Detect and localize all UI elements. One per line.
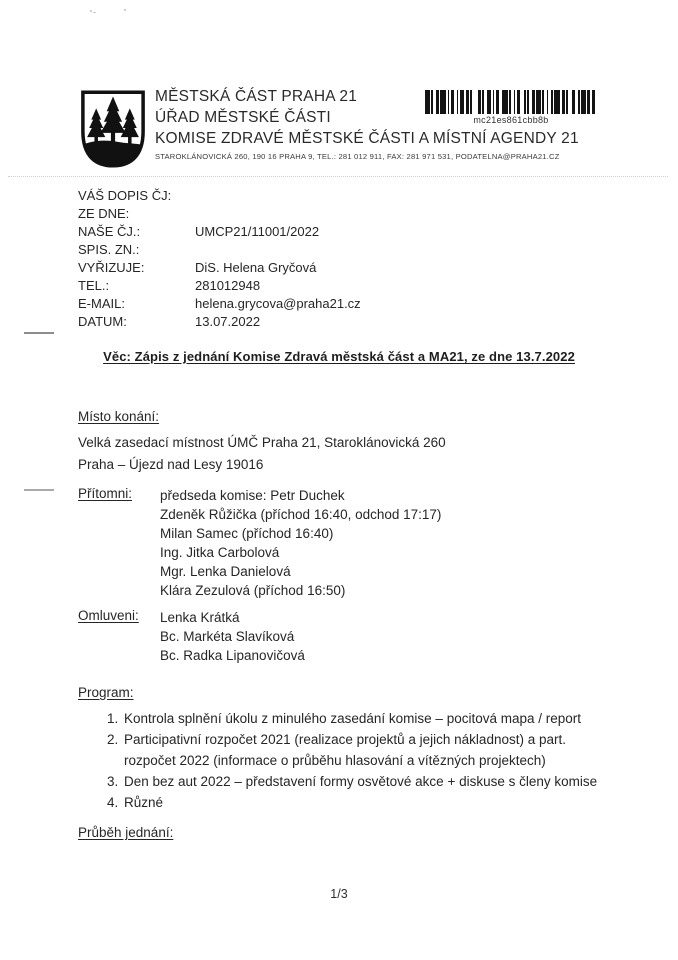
attendee-name: Milan Samec (příchod 16:40) <box>160 526 334 541</box>
program-item: 1. Kontrola splnění úkolu z minulého zasedání komise – pocitová mapa / report <box>122 708 602 729</box>
fold-mark-icon <box>24 332 54 334</box>
scan-noise <box>90 8 130 16</box>
excused-name: Lenka Krátká <box>160 610 240 625</box>
attendees-section <box>78 486 441 600</box>
program-item: 4. Různé <box>122 792 602 813</box>
meta-field-label: VYŘIZUJE: <box>78 260 145 275</box>
meta-field-row <box>78 205 498 223</box>
meta-field-value: 281012948 <box>195 278 261 293</box>
attendees-names <box>160 486 441 600</box>
program-item: 3. Den bez aut 2022 – představení formy osvětové akce + diskuse s členy komise <box>122 771 602 792</box>
excused-name: Bc. Radka Lipanovičová <box>160 648 305 663</box>
venue-line: Velká zasedací místnost ÚMČ Praha 21, Staroklánovická 260 <box>78 435 446 450</box>
meta-field-label: E-MAIL: <box>78 296 125 311</box>
proceedings-heading: Průběh jednání: <box>78 825 174 840</box>
page-number: 1/3 <box>330 887 348 901</box>
meta-field-row <box>78 295 498 313</box>
excused-section <box>78 608 305 665</box>
meta-field-label: VÁŠ DOPIS ČJ: <box>78 188 172 203</box>
meta-fields <box>78 187 498 331</box>
attendee-name: předseda komise: Petr Duchek <box>160 488 345 503</box>
meta-field-label: TEL.: <box>78 278 110 293</box>
meta-field-label: NAŠE ČJ.: <box>78 224 141 239</box>
meta-field-value: DiS. Helena Gryčová <box>195 260 317 275</box>
org-address: STAROKLÁNOVICKÁ 260, 190 16 PRAHA 9, TEL.: 281 012 911, FAX: 281 971 531, PODATELNA@PRAHA21.CZ <box>155 152 560 161</box>
barcode <box>425 90 597 126</box>
meta-field-value: helena.grycova@praha21.cz <box>195 296 361 311</box>
attendee-name: Zdeněk Růžička (příchod 16:40, odchod 17:17) <box>160 507 442 522</box>
meta-field-row <box>78 259 498 277</box>
meta-field-row <box>78 187 498 205</box>
excused-heading: Omluveni: <box>78 608 139 623</box>
barcode-text: mc21es861cbb8b <box>473 115 549 125</box>
subject-line: Věc: Zápis z jednání Komise Zdravá městská část a MA21, ze dne 13.7.2022 <box>103 349 575 364</box>
coat-of-arms-logo <box>78 88 148 168</box>
attendee-name: Klára Zezulová (příchod 16:50) <box>160 583 346 598</box>
venue-line: Praha – Újezd nad Lesy 19016 <box>78 457 264 472</box>
meta-field-row <box>78 277 498 295</box>
meta-field-value: 13.07.2022 <box>195 314 261 329</box>
program-heading: Program: <box>78 685 134 700</box>
meta-field-label: DATUM: <box>78 314 127 329</box>
org-name-line1: MĚSTSKÁ ČÁST PRAHA 21 <box>155 88 358 105</box>
excused-name: Bc. Markéta Slavíková <box>160 629 295 644</box>
venue-heading: Místo konání: <box>78 409 160 424</box>
attendees-heading: Přítomni: <box>78 486 133 501</box>
program-list <box>78 708 602 813</box>
barcode-bars <box>425 90 597 114</box>
org-name-line2: ÚŘAD MĚSTSKÉ ČÁSTI <box>155 109 331 126</box>
meta-field-row <box>78 223 498 241</box>
meta-field-row <box>78 313 498 331</box>
meta-field-label: ZE DNE: <box>78 206 130 221</box>
excused-names <box>160 608 305 665</box>
attendee-name: Mgr. Lenka Danielová <box>160 564 291 579</box>
fold-mark-icon <box>24 489 54 491</box>
attendee-name: Ing. Jitka Carbolová <box>160 545 280 560</box>
program-item: 2. Participativní rozpočet 2021 (realizace projektů a jejich nákladnost) a part. rozpočet 2022 (informace o průběhu hlasování a vítězných projektech) <box>122 729 602 771</box>
header-divider <box>8 176 668 177</box>
meta-field-value: UMCP21/11001/2022 <box>195 224 320 239</box>
meta-field-label: SPIS. ZN.: <box>78 242 140 257</box>
venue-lines <box>78 432 558 476</box>
org-name-line3: KOMISE ZDRAVÉ MĚSTSKÉ ČÁSTI A MÍSTNÍ AGENDY 21 <box>155 130 579 147</box>
meta-field-row <box>78 241 498 259</box>
